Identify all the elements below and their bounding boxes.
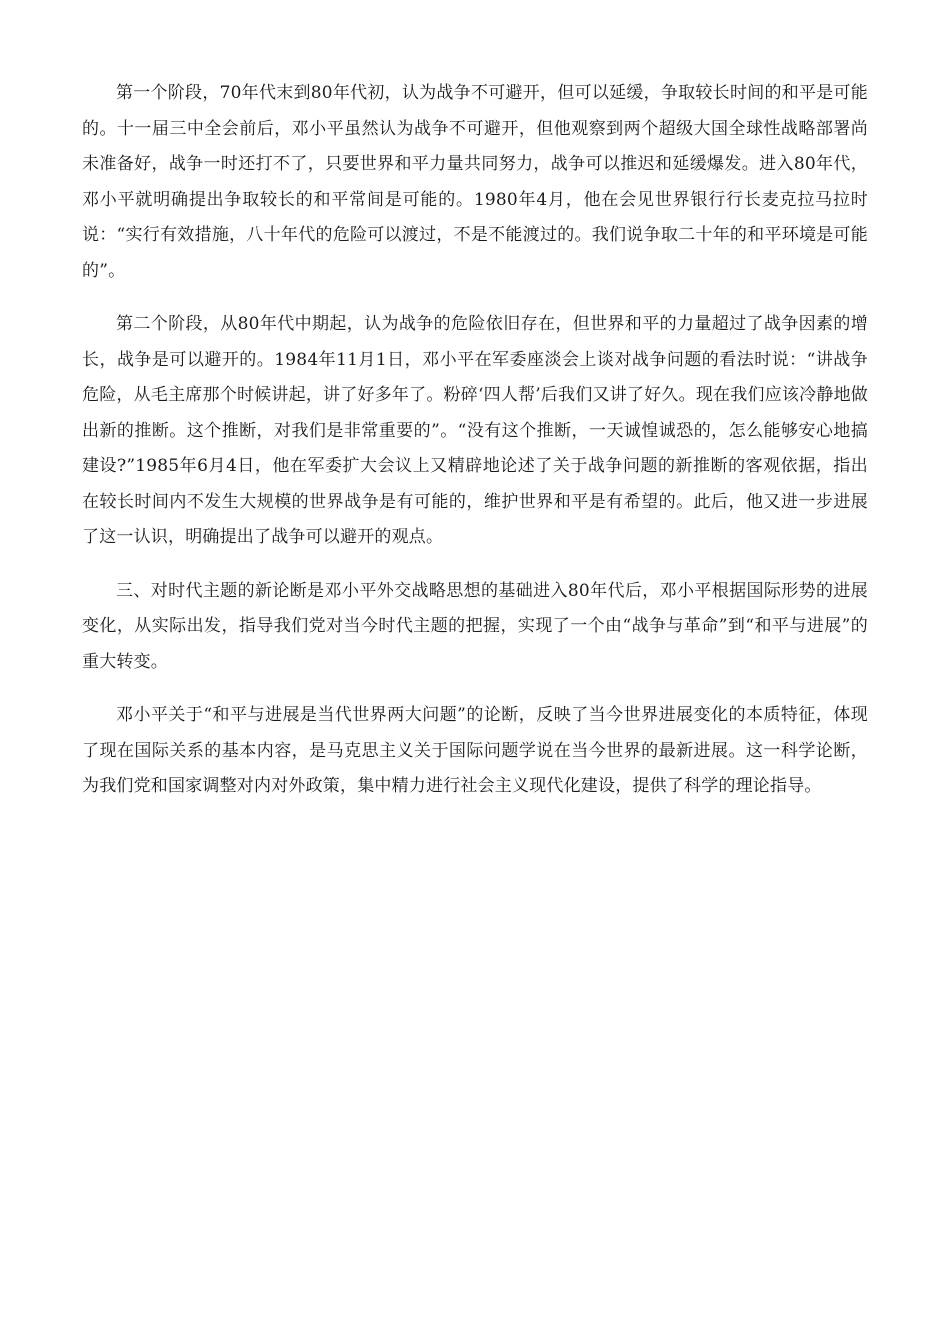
paragraph-era-theme: 三、对时代主题的新论断是邓小平外交战略思想的基础进入80年代后，邓小平根据国际形势的进展变化，从实际出发，指导我们党对当今时代主题的把握，实现了一个由“战争与革命”到“和平与进展”的重大转变。: [82, 580, 868, 672]
document-body: [82, 76, 868, 823]
paragraph-stage-two: 第二个阶段，从80年代中期起，认为战争的危险依旧存在，但世界和平的力量超过了战争因素的增长，战争是可以避开的。1984年11月1日，邓小平在军委座淡会上谈对战争问题的看法时说：“讲战争危险，从毛主席那个时候讲起，讲了好多年了。粉碎‘四人帮’后我们又讲了好久。现在我们应该冷静地做出新的推断。这个推断，对我们是非常重要的”。“没有这个推断，一天诚惶诚恐的，怎么能够安心地搞建设?”1985年6月4日，他在军委扩大会议上又精辟地论述了关于战争问题的新推断的客观依据，指出在较长时间内不发生大规模的世界战争是有可能的，维护世界和平是有希望的。此后，他又进一步进展了这一认识，明确提出了战争可以避开的观点。: [82, 314, 868, 547]
paragraph-stage-one: 第一个阶段，70年代末到80年代初，认为战争不可避开，但可以延缓，争取较长时间的和平是可能的。十一届三中全会前后，邓小平虽然认为战争不可避开，但他观察到两个超级大国全球性战略部署尚未准备好，战争一时还打不了，只要世界和平力量共同努力，战争可以推迟和延缓爆发。进入80年代，邓小平就明确提出争取较长的和平常间是可能的。1980年4月，他在会见世界银行行长麦克拉马拉时说：“实行有效措施，八十年代的危险可以渡过，不是不能渡过的。我们说争取二十年的和平环境是可能的”。: [82, 83, 868, 281]
paragraph-peace-development: 邓小平关于“和平与进展是当代世界两大问题”的论断，反映了当今世界进展变化的本质特征，体现了现在国际关系的基本内容，是马克思主义关于国际问题学说在当今世界的最新进展。这一科学论断，为我们党和国家调整对内对外政策，集中精力进行社会主义现代化建设，提供了科学的理论指导。: [82, 705, 868, 796]
